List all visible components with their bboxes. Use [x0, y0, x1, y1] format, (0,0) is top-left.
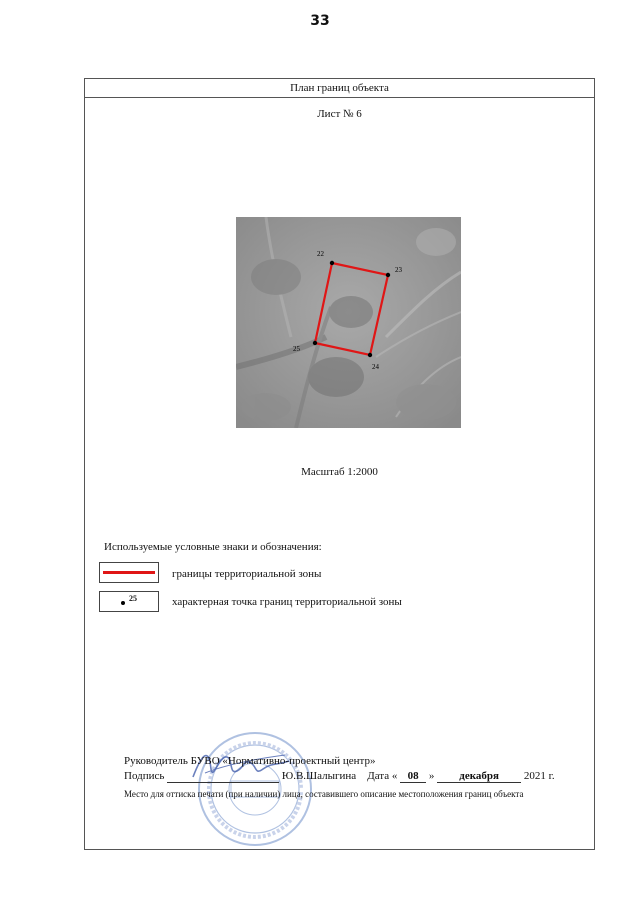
point-dot-symbol: [121, 601, 125, 605]
sign-label: Подпись: [124, 770, 165, 782]
aerial-photo: [236, 217, 461, 428]
date-year: 2021 г.: [523, 770, 555, 782]
signature-blank: [167, 770, 279, 783]
page-number: 33: [310, 13, 330, 29]
document-title: План границ объекта: [85, 79, 594, 98]
red-line-symbol: [103, 571, 155, 574]
map-scale: Масштаб 1:2000: [301, 466, 378, 478]
legend-point-label: характерная точка границ территориальной зоны: [172, 596, 402, 608]
boundary-point-23: [386, 273, 390, 277]
aerial-map: [236, 217, 461, 428]
sheet-number: Лист № 6: [317, 108, 362, 120]
point-label-23: 23: [395, 266, 402, 274]
point-label-22: 22: [317, 250, 324, 258]
legend-point-symbol: [99, 591, 159, 612]
point-label-25: 25: [293, 345, 300, 353]
stamp-place-note: Место для оттиска печати (при наличии) лица, составившего описание местоположения границ объекта: [124, 789, 524, 799]
date-day: 08: [400, 770, 426, 783]
point-label-24: 24: [372, 363, 379, 371]
boundary-point-24: [368, 353, 372, 357]
signer-name: Ю.В.Шалыгина: [281, 770, 357, 782]
document-frame: [84, 78, 595, 850]
boundary-point-25: [313, 341, 317, 345]
legend-boundary-symbol: [99, 562, 159, 583]
signature-line: [124, 770, 555, 783]
date-month: декабря: [437, 770, 521, 783]
legend-title: Используемые условные знаки и обозначения:: [104, 541, 322, 553]
date-label: Дата «: [367, 770, 398, 782]
boundary-point-22: [330, 261, 334, 265]
date-quote-close: »: [428, 770, 435, 782]
legend-point-number: 25: [129, 594, 137, 603]
legend-boundary-label: границы территориальной зоны: [172, 568, 322, 580]
signer-position: Руководитель БУВО «Нормативно-проектный центр»: [124, 755, 376, 767]
